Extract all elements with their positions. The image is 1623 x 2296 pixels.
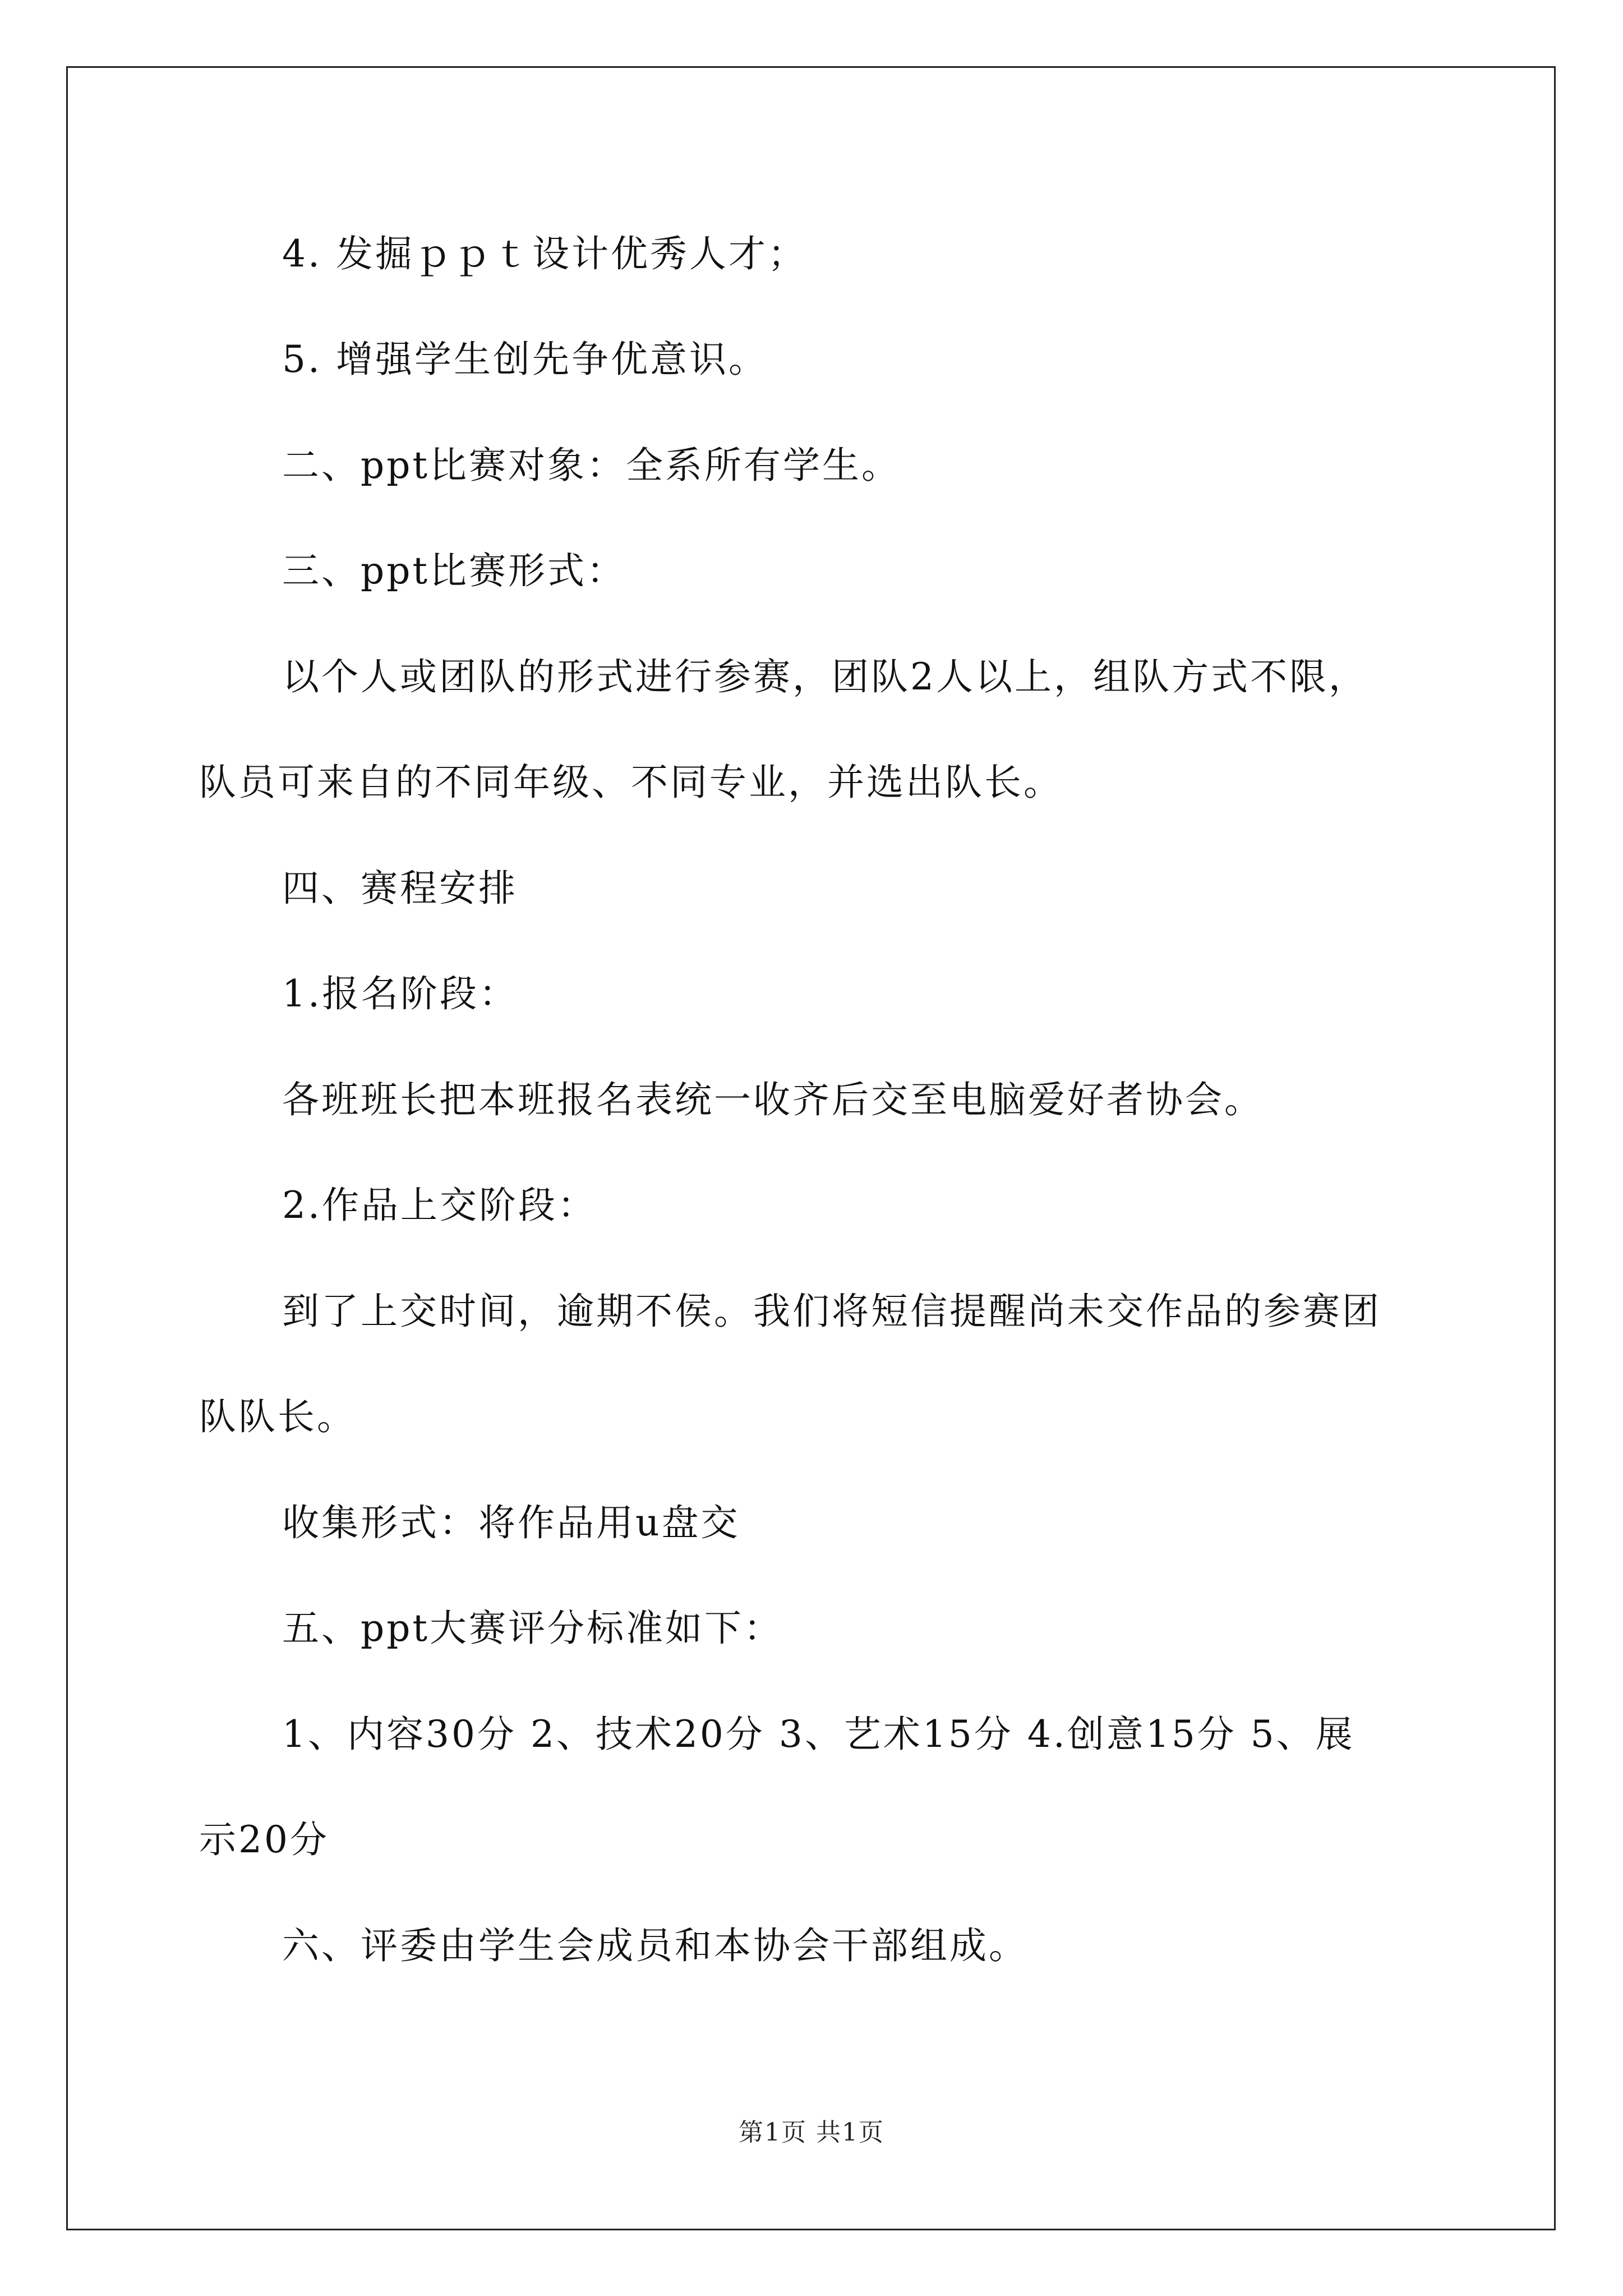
page-border [66,66,1556,2230]
page-footer: 第1页 共1页 [739,2118,884,2147]
scoring-criteria-line: 示20分 [199,1818,329,1861]
paragraph-line: 以个人或团队的形式进行参赛，团队2人以上，组队方式不限， [282,655,1368,698]
paragraph-line: 各班班长把本班报名表统一收齐后交至电脑爱好者协会。 [282,1078,1264,1121]
section-6-heading: 六、评委由学生会成员和本协会干部组成。 [282,1924,1028,1967]
subheading-registration: 1.报名阶段： [282,972,518,1015]
paragraph-line: 队员可来自的不同年级、不同专业，并选出队长。 [199,761,1063,804]
section-4-heading: 四、赛程安排 [282,867,518,910]
subheading-submission: 2.作品上交阶段： [282,1184,597,1227]
objective-5: 5. 增强学生创先争优意识。 [282,338,768,381]
paragraph-line: 队队长。 [199,1395,356,1438]
paragraph-line: 到了上交时间，逾期不侯。我们将短信提醒尚未交作品的参赛团 [282,1290,1381,1333]
section-2-heading: 二、ppt比赛对象：全系所有学生。 [282,444,901,487]
section-3-heading: 三、ppt比赛形式： [282,549,626,592]
objective-4: 4. 发掘ｐｐｔ设计优秀人才； [282,232,807,275]
section-5-heading: 五、ppt大赛评分标准如下： [282,1607,783,1650]
scoring-criteria-line: 1、内容30分 2、技术20分 3、艺术15分 4.创意15分 5、展 [282,1713,1355,1756]
paragraph-line: 收集形式：将作品用u盘交 [282,1501,740,1544]
